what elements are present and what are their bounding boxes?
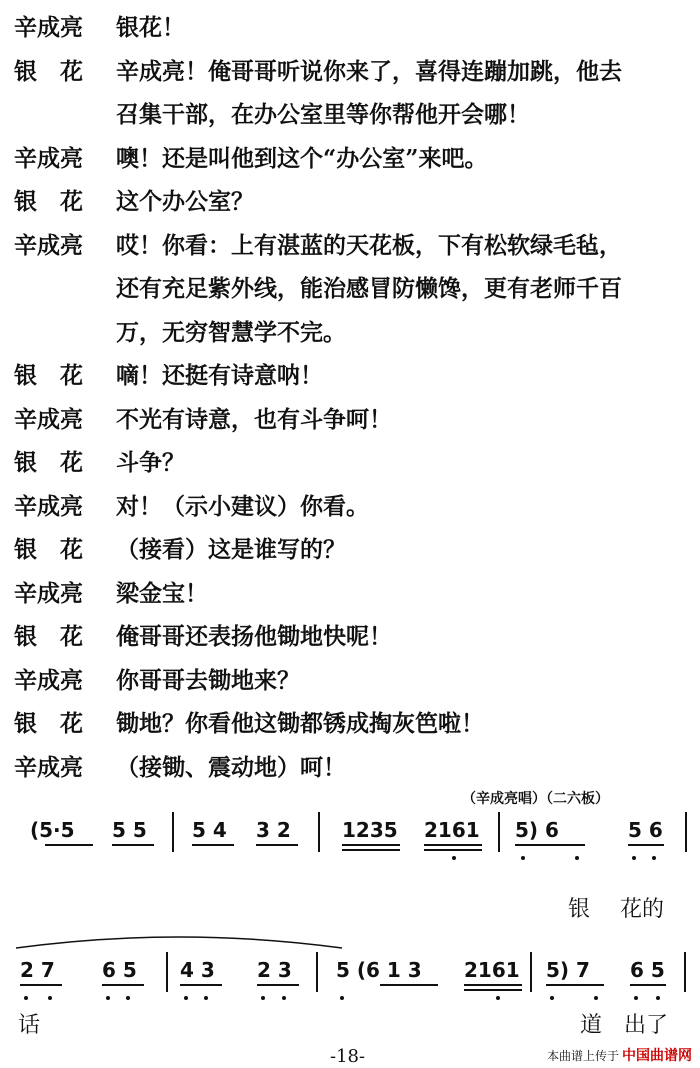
- score-note: 3 2: [256, 818, 291, 842]
- underline: [20, 984, 62, 986]
- bar-line: [684, 952, 686, 992]
- octave-dot: [452, 856, 456, 860]
- underline: [628, 844, 664, 846]
- dialogue-line: [14, 528, 690, 572]
- line-text: （接看）这是谁写的？: [116, 536, 346, 563]
- underline: [180, 984, 222, 986]
- dialogue-line: [14, 137, 690, 181]
- octave-dot: [48, 996, 52, 1000]
- dialogue-line: [14, 702, 690, 746]
- footer: [547, 1045, 692, 1065]
- score-note: 5) 7: [546, 958, 590, 982]
- speaker: 辛成亮: [14, 14, 83, 41]
- line-text: 不光有诗意，也有斗争呵！: [116, 405, 392, 433]
- speaker: 辛成亮: [14, 753, 83, 781]
- speaker: 银 花: [14, 710, 83, 737]
- speaker: 辛成亮: [14, 666, 83, 694]
- octave-dot: [106, 996, 110, 1000]
- line-text: 嘀！还挺有诗意呐！: [116, 362, 323, 389]
- dialogue-line: [14, 50, 690, 94]
- speaker: 银 花: [14, 362, 83, 389]
- speaker: 银 花: [14, 188, 83, 215]
- underline: [342, 849, 400, 851]
- score-note: (5·5: [30, 818, 75, 842]
- octave-dot: [282, 996, 286, 1000]
- octave-dot: [340, 996, 344, 1000]
- dialogue-line: [14, 180, 690, 224]
- dialogue-line: [14, 224, 690, 268]
- line-continuation: 万，无穷智慧学不完。: [116, 318, 346, 346]
- octave-dot: [521, 856, 525, 860]
- underline: [546, 984, 604, 986]
- score-note: 5 6: [628, 818, 663, 842]
- speaker: 辛成亮: [14, 579, 83, 607]
- octave-dot: [126, 996, 130, 1000]
- bar-line: [685, 812, 687, 852]
- octave-dot: [496, 996, 500, 1000]
- score-note: 6 5: [102, 958, 137, 982]
- speaker: 辛成亮: [14, 492, 83, 520]
- footer-text: 本曲谱上传于: [546, 1048, 619, 1063]
- dialogue-line: [14, 615, 690, 659]
- score-note: 2161: [464, 958, 520, 982]
- underline: [424, 844, 482, 846]
- bar-line: [498, 812, 500, 852]
- score-note: 2161: [424, 818, 480, 842]
- bar-line: [166, 952, 168, 992]
- underline: [464, 984, 522, 986]
- underline: [112, 844, 154, 846]
- line-text: 哎！你看：上有湛蓝的天花板，下有松软绿毛毡，: [116, 231, 622, 259]
- speaker: 银 花: [14, 57, 83, 85]
- dialogue: [14, 6, 690, 789]
- underline: [102, 984, 144, 986]
- line-text: 你哥哥去锄地来？: [116, 666, 300, 694]
- line-text: 这个办公室？: [116, 188, 254, 215]
- speaker: 银 花: [14, 536, 83, 563]
- score-note: 4 3: [180, 958, 215, 982]
- line-text: 梁金宝！: [116, 579, 208, 607]
- music-score: [0, 780, 700, 1068]
- speaker: 银 花: [14, 449, 83, 476]
- underline: [45, 844, 93, 846]
- dialogue-line: [14, 485, 690, 529]
- speaker: 辛成亮: [14, 405, 83, 433]
- octave-dot: [632, 856, 636, 860]
- speaker: 辛成亮: [14, 144, 83, 172]
- dialogue-line: [14, 6, 690, 50]
- score-note: 2 3: [257, 958, 292, 982]
- underline: [380, 984, 438, 986]
- octave-dot: [261, 996, 265, 1000]
- speaker: 银 花: [14, 623, 83, 650]
- speaker: 辛成亮: [14, 231, 83, 259]
- underline: [464, 989, 522, 991]
- underline: [630, 984, 666, 986]
- lyric: 花的: [620, 897, 665, 922]
- line-continuation: 还有充足紫外线，能治感冒防懒馋，更有老师千百: [116, 275, 622, 302]
- dialogue-line: [14, 659, 690, 703]
- octave-dot: [204, 996, 208, 1000]
- dialogue-line: [14, 441, 690, 485]
- score-note: 5 4: [192, 818, 227, 842]
- underline: [515, 844, 585, 846]
- site-logo[interactable]: 中国曲谱网: [622, 1048, 692, 1064]
- score-note: 2 7: [20, 958, 55, 982]
- score-note: 5 5: [112, 818, 147, 842]
- line-text: （接锄、震动地）呵！: [116, 753, 346, 781]
- dialogue-line: [14, 572, 690, 616]
- tie-arc: [14, 930, 344, 950]
- line-text: 银花！: [116, 14, 185, 41]
- bar-line: [530, 952, 532, 992]
- score-note: 1235: [342, 818, 398, 842]
- line-text: 噢！还是叫他到这个“办公室”来吧。: [116, 144, 488, 172]
- line-continuation: 召集干部，在办公室里等你帮他开会哪！: [116, 101, 530, 128]
- lyric: 出了: [624, 1013, 669, 1038]
- line-text: 斗争？: [116, 449, 185, 476]
- bar-line: [316, 952, 318, 992]
- underline: [192, 844, 234, 846]
- underline: [342, 844, 400, 846]
- underline: [424, 849, 482, 851]
- line-text: 辛成亮！俺哥哥听说你来了，喜得连蹦加跳，他去: [116, 57, 622, 85]
- octave-dot: [594, 996, 598, 1000]
- dialogue-line: [14, 354, 690, 398]
- lyric: 银: [568, 897, 591, 922]
- octave-dot: [634, 996, 638, 1000]
- bar-line: [172, 812, 174, 852]
- underline: [256, 844, 298, 846]
- octave-dot: [575, 856, 579, 860]
- score-note: 5) 6: [515, 818, 559, 842]
- line-text: 锄地？你看他这锄都锈成掏灰笆啦！: [116, 710, 484, 737]
- lyric: 道: [580, 1013, 603, 1038]
- octave-dot: [184, 996, 188, 1000]
- octave-dot: [550, 996, 554, 1000]
- page-number: -18-: [330, 1046, 366, 1067]
- underline: [257, 984, 299, 986]
- score-note: 6 5: [630, 958, 665, 982]
- dialogue-line: [14, 398, 690, 442]
- line-text: 对！（示小建议）你看。: [116, 492, 369, 520]
- octave-dot: [24, 996, 28, 1000]
- octave-dot: [652, 856, 656, 860]
- line-text: 俺哥哥还表扬他锄地快呢！: [116, 623, 392, 650]
- score-note: 5 (6 1 3: [336, 958, 422, 982]
- singing-annotation: （辛成亮唱）（二六板）: [462, 791, 609, 807]
- lyric: 话: [18, 1013, 41, 1038]
- bar-line: [318, 812, 320, 852]
- octave-dot: [656, 996, 660, 1000]
